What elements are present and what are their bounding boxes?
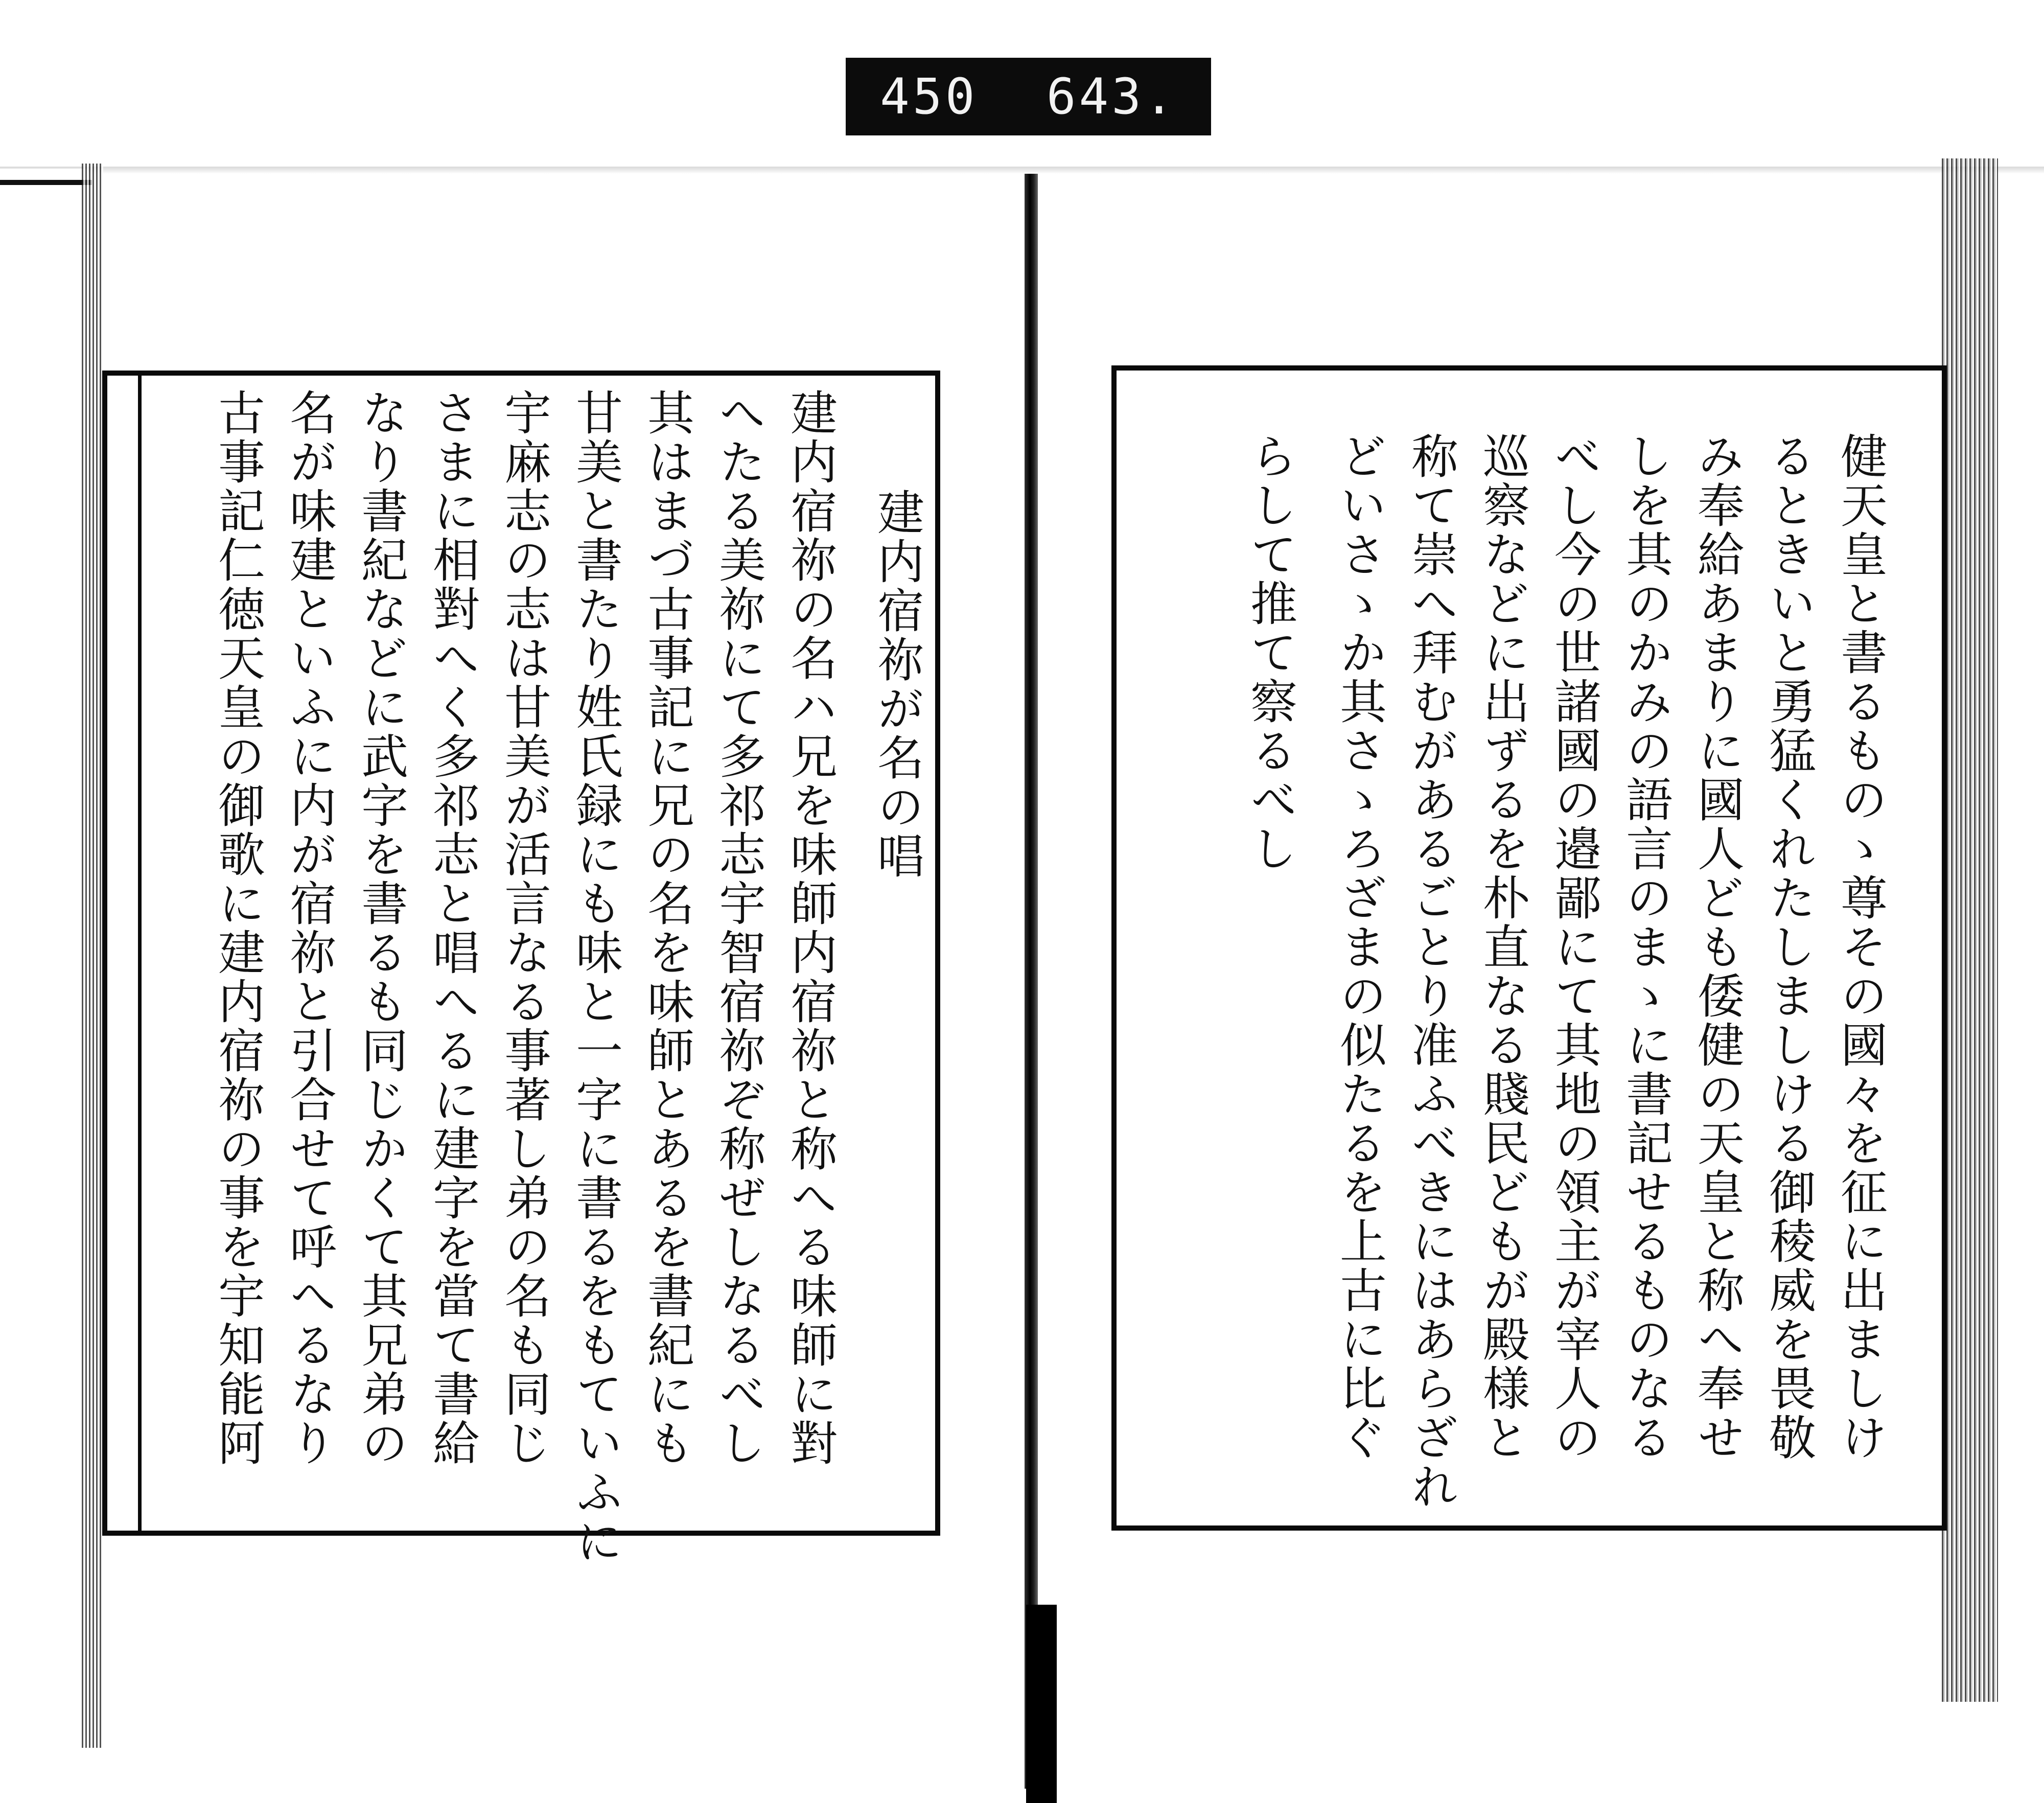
right-text-column: べし今の世諸國の邉鄙にて其地の領主が宰人の: [1547, 432, 1601, 1462]
left-text-column: 甘美と書たり姓氏録にも味と一字に書るをもていふに: [568, 388, 623, 1566]
right-text-column: 称て崇へ拜むがあるごとり准ふべきにはあらざれ: [1404, 432, 1458, 1511]
catalogue-number-right: 643.: [1046, 68, 1177, 125]
left-page-rule: [138, 376, 142, 1532]
right-text-column: らして推て察るべし: [1243, 432, 1297, 873]
right-page-stack: [1942, 158, 1998, 1702]
left-text-column: なり書紀などに武字を書るも同じかくて其兄弟の: [354, 388, 408, 1468]
right-text-column: 巡察などに出ずるを朴直なる賤民どもが殿様と: [1475, 432, 1530, 1462]
left-page-stack: [82, 164, 103, 1748]
left-text-column: 古事記仁徳天皇の御歌に建内宿祢の事を宇知能阿: [211, 388, 265, 1468]
catalogue-number-strip: [846, 58, 1211, 135]
right-text-column: どいさゝか其さゝろざまの似たるを上古に比ぐ: [1332, 432, 1387, 1462]
right-text-column: 健天皇と書るものゝ尊その國々を征に出ましけ: [1833, 432, 1888, 1462]
catalogue-number-left: 450: [880, 68, 978, 125]
left-text-column: 名が味建といふに内が宿祢と引合せて呼へるなり: [282, 388, 337, 1468]
left-text-column: へたる美祢にて多祁志宇智宿祢ぞ称ぜしなるべし: [711, 388, 766, 1468]
left-text-column: 建内宿祢の名ハ兄を味師内宿祢と称へる味師に對: [783, 388, 838, 1468]
left-text-column: さまに相對へく多祁志と唱へるに建字を當て書給: [425, 388, 480, 1468]
left-heading: 建内宿祢が名の唱: [870, 488, 924, 881]
left-text-column: 宇麻志の志は甘美が活言なる事著し弟の名も同じ: [497, 388, 551, 1468]
right-text-column: み奉給あまりに國人ども倭健の天皇と称へ奉せ: [1690, 432, 1745, 1462]
book-gutter: [1025, 174, 1038, 1789]
book-gutter-shadow: [1026, 1605, 1057, 1803]
left-cover-edge: [0, 180, 92, 185]
right-text-column: るときいと勇猛くれたしましける御稜威を畏敬: [1761, 432, 1816, 1462]
right-text-column: しを其のかみの語言のまゝに書記せるものなる: [1618, 432, 1673, 1462]
left-text-column: 其はまづ古事記に兄の名を味師とあるを書紀にも: [640, 388, 694, 1468]
left-cover: [0, 169, 87, 1722]
book-top-edge: [0, 167, 2044, 174]
